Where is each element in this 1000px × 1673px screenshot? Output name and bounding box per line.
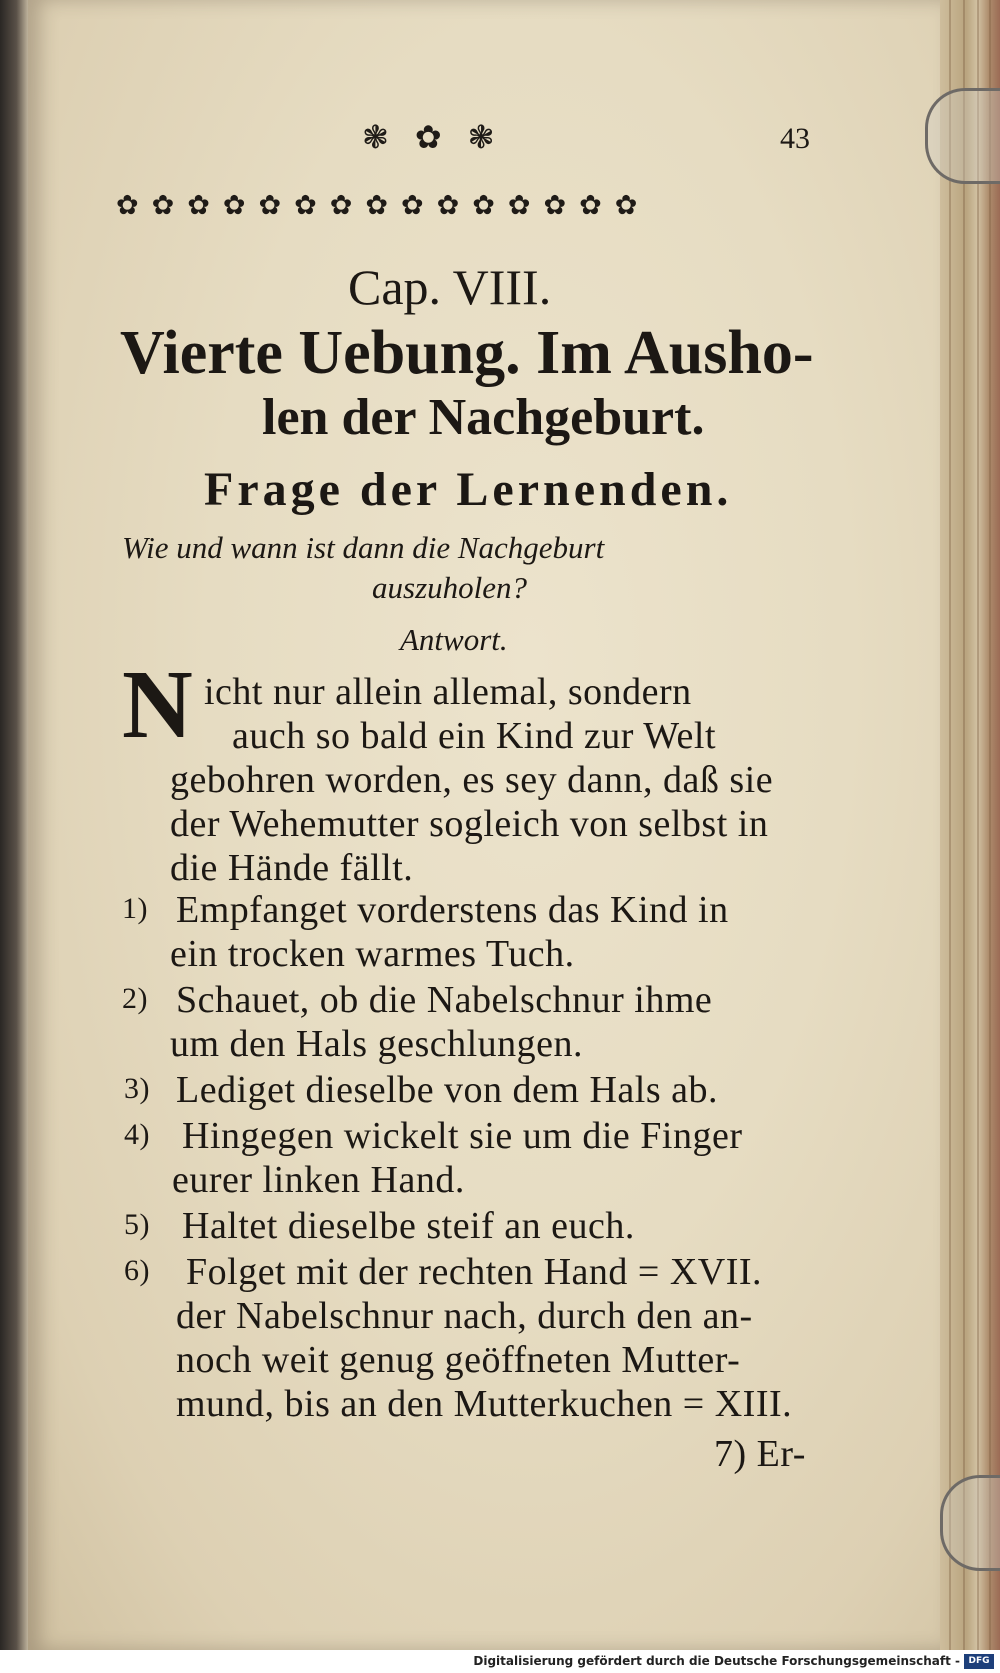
- step-6-number: 6): [124, 1254, 150, 1287]
- step-5-number: 5): [124, 1208, 150, 1241]
- step-6-line-4: mund, bis an den Mutterkuchen = XIII.: [176, 1383, 793, 1425]
- body-line-1: icht nur allein allemal, sondern: [204, 671, 692, 713]
- body-line-5: die Hände fällt.: [170, 847, 414, 889]
- header-ornament: ❃✿❃: [362, 118, 521, 156]
- page-clip-bottom: [940, 1475, 1000, 1571]
- body-line-2: auch so bald ein Kind zur Welt: [232, 715, 717, 757]
- step-3-number: 3): [124, 1072, 150, 1105]
- step-2-line-1: Schauet, ob die Nabelschnur ihme: [176, 979, 713, 1021]
- question-line2: auszuholen?: [372, 570, 527, 605]
- step-4-number: 4): [124, 1118, 150, 1151]
- dfg-logo-icon: DFG: [964, 1654, 994, 1669]
- question-heading: Frage der Lernenden.: [204, 463, 733, 516]
- ornament-row: ✿✿✿✿✿✿✿✿✿✿✿✿✿✿✿: [116, 190, 651, 221]
- step-1-line-2: ein trocken warmes Tuch.: [170, 933, 575, 975]
- step-4-line-2: eurer linken Hand.: [172, 1159, 465, 1201]
- step-6-line-1: Folget mit der rechten Hand = XVII.: [186, 1251, 763, 1293]
- step-2-number: 2): [122, 982, 148, 1015]
- page-clip-top: [925, 88, 1000, 184]
- chapter-subtitle-line2: len der Nachgeburt.: [262, 389, 705, 446]
- drop-cap: N: [122, 651, 193, 759]
- chapter-subtitle-line1: Vierte Uebung. Im Ausho-: [120, 319, 814, 387]
- question-line1: Wie und wann ist dann die Nachgeburt: [122, 530, 605, 565]
- step-1-line-1: Empfanget vorderstens das Kind in: [176, 889, 729, 931]
- step-1-number: 1): [122, 892, 148, 925]
- body-line-3: gebohren worden, es sey dann, daß sie: [170, 759, 774, 801]
- step-6-line-2: der Nabelschnur nach, durch den an-: [176, 1295, 753, 1337]
- body-line-4: der Wehemutter sogleich von selbst in: [170, 803, 769, 845]
- step-5-line-1: Haltet dieselbe steif an euch.: [182, 1205, 635, 1247]
- step-2-line-2: um den Hals geschlungen.: [170, 1023, 584, 1065]
- step-6-line-3: noch weit genug geöffneten Mutter-: [176, 1339, 741, 1381]
- footer-bar: [0, 1650, 1000, 1673]
- catchword: 7) Er-: [714, 1433, 806, 1475]
- book-spine: [0, 0, 30, 1673]
- chapter-title: Cap. VIII.: [348, 259, 552, 315]
- page-number: 43: [780, 122, 810, 155]
- step-4-line-1: Hingegen wickelt sie um die Finger: [182, 1115, 743, 1157]
- footer-credit: Digitalisierung gefördert durch die Deutsche Forschungsgemeinschaft -: [473, 1654, 960, 1668]
- step-3-line-1: Lediget dieselbe von dem Hals ab.: [176, 1069, 719, 1111]
- answer-heading: Antwort.: [400, 622, 508, 657]
